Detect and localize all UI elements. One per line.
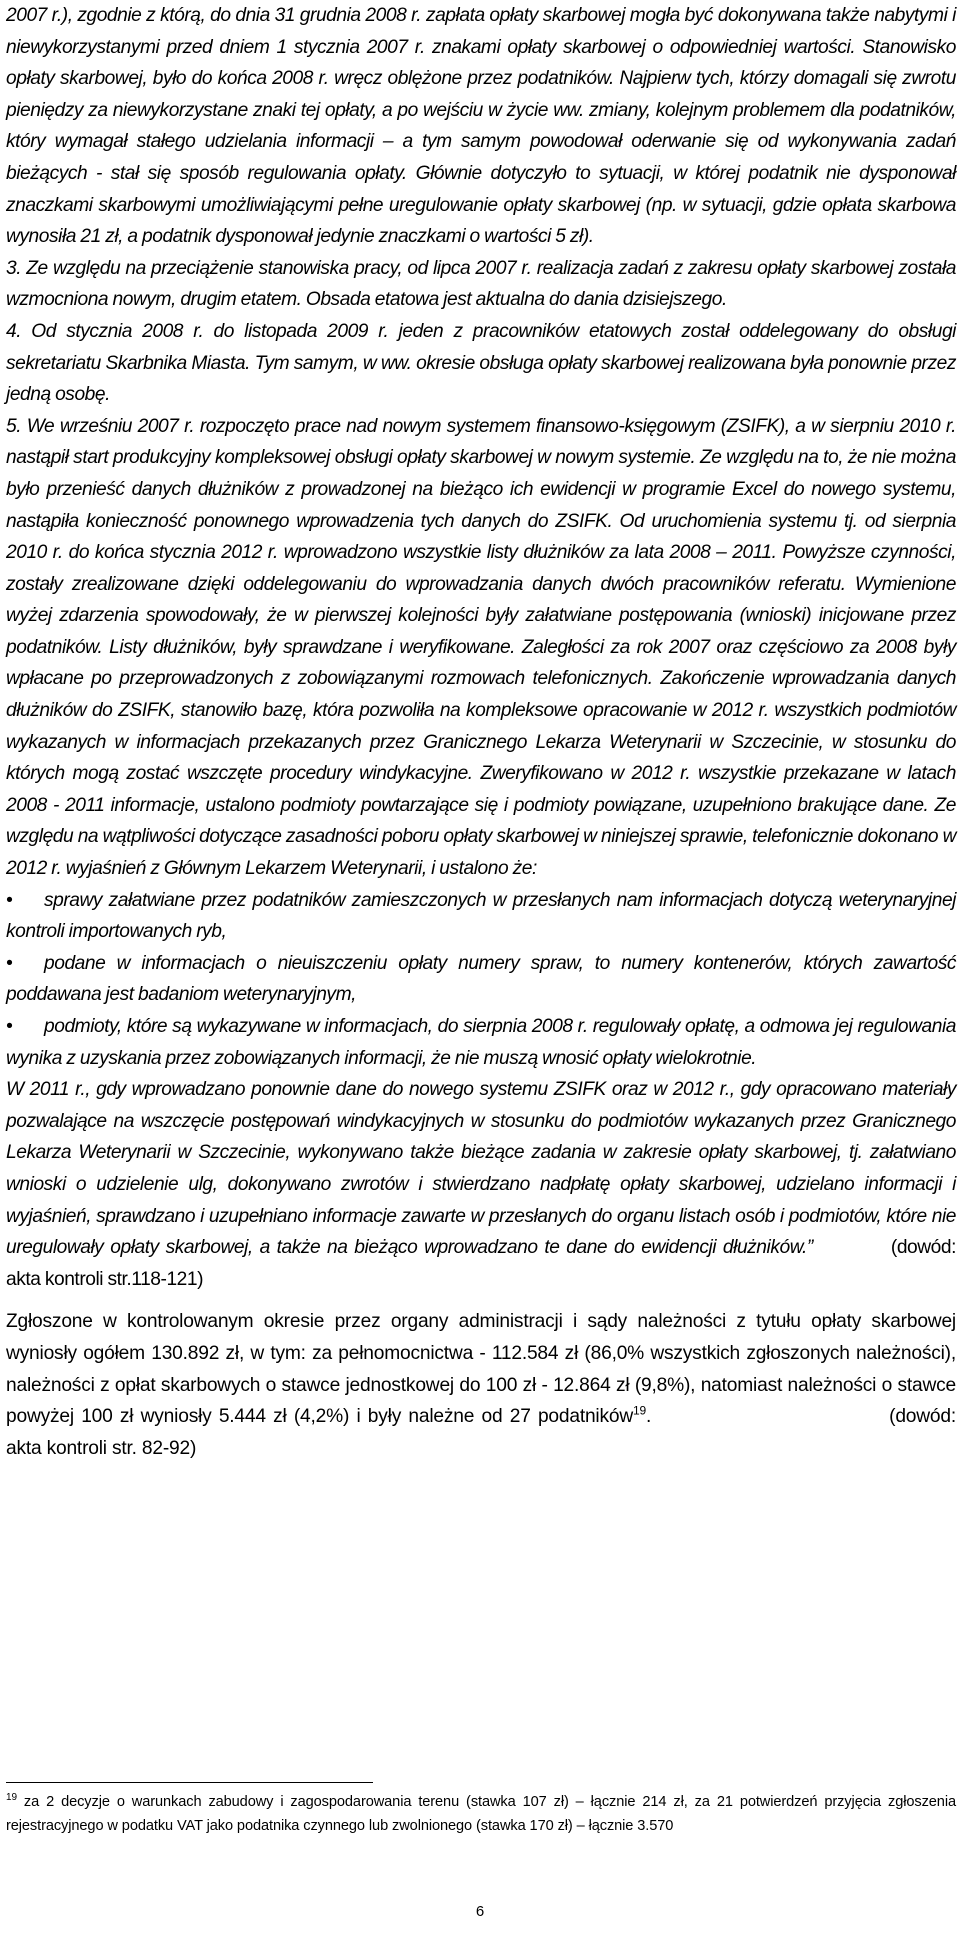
page-number: 6 xyxy=(475,1903,485,1920)
evidence-reference: (dowód: akta kontroli str. 82-92) xyxy=(6,1406,956,1459)
bullet-icon: • xyxy=(6,952,13,974)
quote-paragraph-4: 4. Od stycznia 2008 r. do listopada 2009 r. jeden z pracowników etatowych został oddelegowany do obsługi sekretariatu Skarbnika Miasta. Tym samym, w ww. okresie obsługa opłaty skarbowej realizowana była ponownie przez jedną osobę. xyxy=(6,320,956,406)
closing-text: W 2011 r., gdy wprowadzano ponownie dane do nowego systemu ZSIFK oraz w 2012 r., gdy opracowano materiały pozwalające na wszczęcie postępowań windykacyjnych w stosunku do podmiotów wykazanych przez Granicznego Lekarza Weterynarii w Szczecinie, wykonywano także bieżące zadania w zakresie opłaty skarbowej, tj. załatwiano wnioski o udzielenie ulg, dokonywano zwrotów i stwierdzano nadpłatę opłaty skarbowej, udzielano informacji i wyjaśnień, sprawdzano i uzupełniano informacje zawarte w przesłanych do organu listach osób i podmiotów, które nie uregulowały opłaty skarbowej, a także na bieżąco wprowadzano te dane do ewidencji dłużników.” xyxy=(6,1079,956,1259)
bullet-text: podmioty, które są wykazywane w informacjach, do sierpnia 2008 r. regulowały opłatę, a odmowa jej regulowania wynika z uzyskania przez zobowiązanych informacji, że nie muszą wnosić opłaty wielokrotnie. xyxy=(6,1016,956,1069)
evidence-reference: (dowód: akta kontroli str.118-121) xyxy=(6,1237,956,1290)
summary-paragraph xyxy=(6,1306,956,1464)
bullet-item xyxy=(6,885,956,948)
document-page xyxy=(6,0,956,1464)
quote-paragraph-3: 3. Ze względu na przeciążenie stanowiska pracy, od lipca 2007 r. realizacja zadań z zakresu opłaty skarbowej została wzmocniona nowym, drugim etatem. Obsada etatowa jest aktualna do dania dzisiejszego. xyxy=(6,257,956,311)
summary-section xyxy=(6,1306,956,1464)
footnote-text: za 2 decyzje o warunkach zabudowy i zagospodarowania terenu (stawka 107 zł) – łącznie 214 zł, za 21 potwierdzeń przyjęcia zgłoszenia rejestracyjnego w podatku VAT jako podatnika czynnego lub zwolnionego (stawka 170 zł) – łącznie 3.570 xyxy=(6,1794,956,1834)
bullet-text: sprawy załatwiane przez podatników zamieszczonych w przesłanych nam informacjach dotyczą weterynaryjnej kontroli importowanych ryb, xyxy=(6,889,956,943)
summary-end: . xyxy=(645,1406,652,1428)
quoted-explanation xyxy=(6,0,956,1295)
quote-paragraph-intro: 2007 r.), zgodnie z którą, do dnia 31 grudnia 2008 r. zapłata opłaty skarbowej mogła być dokonywana także nabytymi i niewykorzystanymi przed dniem 1 stycznia 2007 r. znakami opłaty skarbowej o odpowiedniej wartości. Stanowisko opłaty skarbowej, było do końca 2008 r. wręcz oblężone przez podatników. Najpierw tych, którzy domagali się zwrotu pieniędzy za niewykorzystane znaki tej opłaty, a po wejściu w życie ww. zmiany, kolejnym problemem dla podatników, który wymagał stałego udzielania informacji – a tym samym powodował oderwanie się od wykonywania zadań bieżących - stał się sposób regulowania opłaty. Głównie dotyczyło to sytuacji, w której podatnik nie dysponował znaczkami skarbowymi umożliwiającymi pełne uregulowanie opłaty skarbowej (np. w sytuacji, gdzie opłata skarbowa wynosiła 21 zł, a podatnik dysponował jedynie znaczkami o wartości 5 zł). xyxy=(6,5,956,248)
footnote-reference[interactable]: 19 xyxy=(633,1403,646,1418)
bullet-icon: • xyxy=(6,1016,13,1037)
footnote-divider xyxy=(6,1782,373,1783)
summary-text: Zgłoszone w kontrolowanym okresie przez organy administracji i sądy należności z tytułu opłaty skarbowej wyniosły ogółem 130.892 zł, w tym: za pełnomocnictwa - 112.584 zł (86,0% wszystkich zgłoszonych należności), należności z opłat skarbowych o stawce jednostkowej do 100 zł - 12.864 zł (9,8%), natomiast należności o stawce powyżej 100 zł wyniosły 5.444 zł (4,2%) i były należne od 27 podatników xyxy=(6,1311,956,1428)
quote-paragraph-5: 5. We wrześniu 2007 r. rozpoczęto prace nad nowym systemem finansowo-księgowym (ZSIFK), a w sierpniu 2010 r. nastąpił start produkcyjny kompleksowej obsługi opłaty skarbowej w nowym systemie. Ze względu na to, że nie można było przenieść danych dłużników z prowadzonej na bieżąco ich ewidencji w programie Excel do nowego systemu, nastąpiła konieczność ponownego wprowadzenia tych danych do ZSIFK. Od uruchomienia systemu tj. od sierpnia 2010 r. do końca stycznia 2012 r. wprowadzono wszystkie listy dłużników za lata 2008 – 2011. Powyższe czynności, zostały zrealizowane dzięki oddelegowaniu do wprowadzania danych dwóch pracowników referatu. Wymienione wyżej zdarzenia spowodowały, że w pierwszej kolejności były załatwiane postępowania (wnioski) inicjowane przez podatników. Listy dłużników, były sprawdzane i weryfikowane. Zaległości za rok 2007 oraz częściowo za 2008 były wpłacane po przeprowadzonych z zobowiązanymi rozmowach telefonicznych. Zakończenie wprowadzania danych dłużników do ZSIFK, stanowiło bazę, która pozwoliła na kompleksowe opracowanie w 2012 r. wszystkich podmiotów wykazanych w informacjach przekazanych przez Granicznego Lekarza Weterynarii w Szczecinie, w stosunku do których mogą zostać wszczęte procedury windykacyjne. Zweryfikowano w 2012 r. wszystkie przekazane w latach 2008 - 2011 informacje, ustalono podmioty powtarzające się i podmioty powiązane, uzupełniono brakujące dane. Ze względu na wątpliwości dotyczące zasadności poboru opłaty skarbowej w niniejszej sprawie, telefonicznie dokonano w 2012 r. wyjaśnień z Głównym Lekarzem Weterynarii, i ustalono że: xyxy=(6,415,956,880)
footnote xyxy=(6,1790,956,1838)
bullet-item xyxy=(6,1011,956,1074)
quote-closing-paragraph xyxy=(6,1074,956,1295)
bullet-item xyxy=(6,948,956,1011)
footnote-number: 19 xyxy=(6,1792,17,1804)
bullet-icon: • xyxy=(6,889,13,911)
bullet-text: podane w informacjach o nieuiszczeniu opłaty numery spraw, to numery kontenerów, których zawartość poddawana jest badaniom weterynaryjnym, xyxy=(6,952,956,1006)
